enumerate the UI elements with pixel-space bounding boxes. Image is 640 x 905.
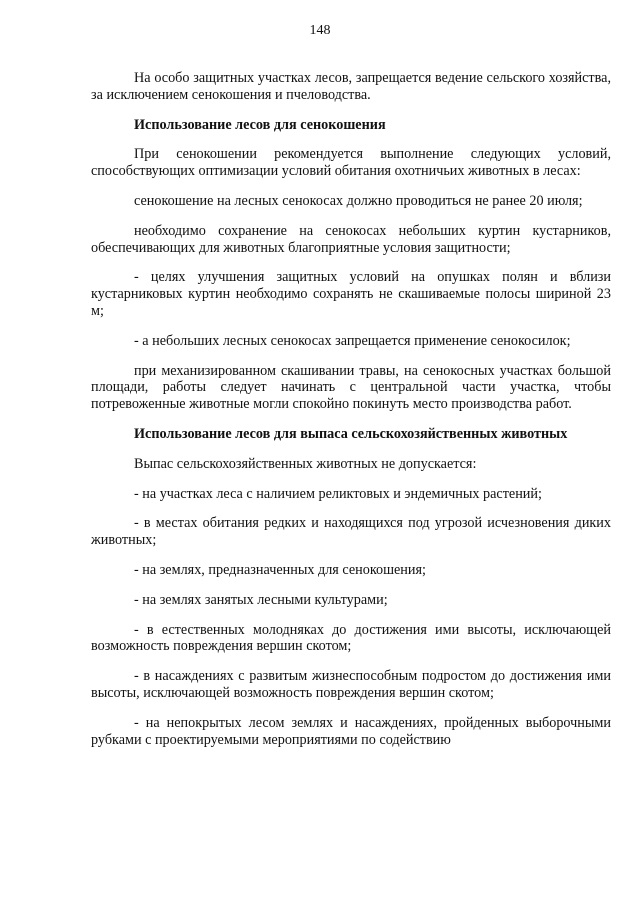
paragraph-agriculture-ban: На особо защитных участках лесов, запрещается ведение сельского хозяйства, за исключением сенокошения и пчеловодства. (91, 70, 611, 103)
list-item-unforested-lands: - на непокрытых лесом землях и насаждениях, пройденных выборочными рубками с проектируемыми мероприятиями по содействию (91, 714, 611, 748)
paragraph-mechanized-mowing: при механизированном скашивании травы, на сенокосных участках большой площади, работы следует начинать с центральной части участка, чтобы потревоженные животные могли спокойно покинуть место производства работ. (91, 362, 611, 413)
paragraph-grazing-intro: Выпас сельскохозяйственных животных не допускается: (134, 455, 477, 472)
list-item-hay-lands: - на землях, предназначенных для сенокошения; (134, 561, 426, 578)
list-item-relict-plants: - на участках леса с наличием реликтовых и эндемичных растений; (134, 485, 542, 502)
list-item-undergrowth-stands: - в насаждениях с развитым жизнеспособным подростом до достижения ими высоты, исключающей возможность повреждения вершин скотом; (91, 668, 611, 701)
paragraph-haymaking-date: сенокошение на лесных сенокосах должно проводиться не ранее 20 июля; (134, 192, 583, 209)
paragraph-shrub-preservation: необходимо сохранение на сенокосах небольших куртин кустарников, обеспечивающих для животных благоприятные условия защитности; (91, 222, 611, 256)
paragraph-protective-strips: - целях улучшения защитных условий на опушках полян и вблизи кустарниковых куртин необходимо сохранять не скашиваемые полосы шириной 23 м; (91, 269, 611, 319)
document-body (91, 70, 611, 761)
paragraph-haymaking-intro: При сенокошении рекомендуется выполнение следующих условий, способствующих оптимизации условий обитания охотничьих животных в лесах: (91, 146, 611, 180)
list-item-young-stands: - в естественных молодняках до достижения ими высоты, исключающей возможность повреждения вершин скотом; (91, 621, 611, 655)
list-item-rare-animals: - в местах обитания редких и находящихся под угрозой исчезновения диких животных; (91, 515, 611, 549)
heading-grazing: Использование лесов для выпаса сельскохозяйственных животных (134, 425, 568, 442)
list-item-forest-cultures: - на землях занятых лесными культурами; (134, 591, 388, 608)
page-number: 148 (309, 23, 331, 38)
paragraph-mower-ban: - а небольших лесных сенокосах запрещается применение сенокосилок; (134, 332, 571, 349)
heading-haymaking: Использование лесов для сенокошения (134, 116, 386, 133)
